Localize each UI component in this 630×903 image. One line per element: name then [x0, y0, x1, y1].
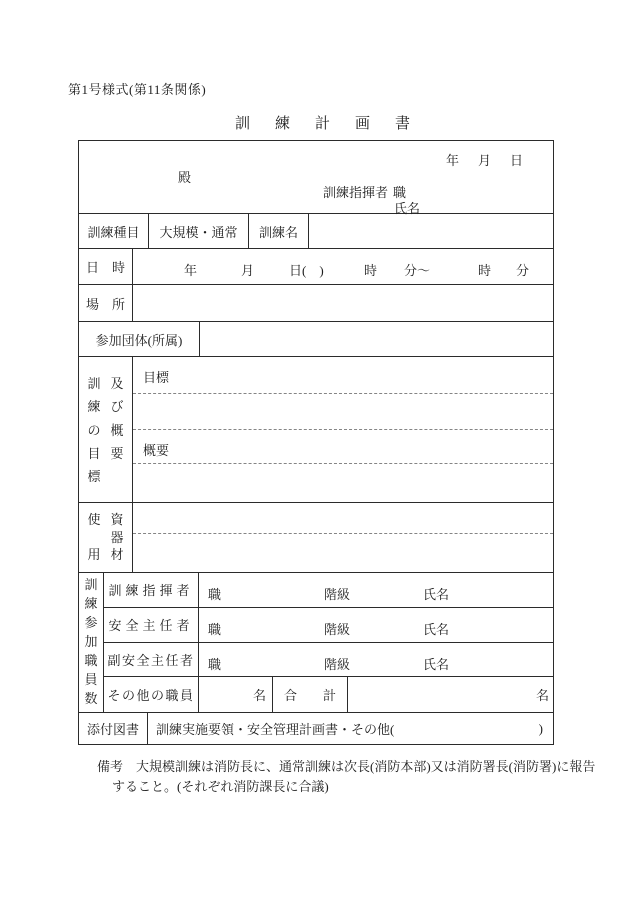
- total-count-cell: [348, 677, 553, 712]
- overview-label: 概要: [143, 443, 170, 458]
- remarks-line-1: 備考 大規模訓練は消防長に、通常訓練は次長(消防本部)又は消防署長(消防署)に報告: [97, 759, 596, 774]
- objective-label-vertical-right: 及 び 概 要: [110, 376, 124, 461]
- datetime-template: [133, 249, 553, 284]
- objective-content-cell: [133, 357, 553, 502]
- datetime-part-hour-end: 時: [478, 263, 492, 278]
- training-type-label: 訓練種目: [79, 214, 149, 248]
- equipment-content-cell: [133, 503, 553, 572]
- staff-rank-label: 階級: [324, 587, 351, 602]
- others-count-cell: [199, 677, 273, 712]
- training-type-options: 大規模・通常: [149, 214, 249, 248]
- datetime-part-minute-end: 分: [516, 263, 530, 278]
- objective-label-vertical-left: 訓 練 の 目 標: [87, 376, 101, 484]
- equipment-label-vertical-right: 資 器 材: [110, 512, 124, 562]
- count-unit-label: 名: [252, 688, 266, 704]
- training-type-row: [79, 214, 553, 249]
- rule-line: [133, 429, 553, 430]
- datetime-part-minute-start: 分～: [404, 263, 431, 278]
- staff-position-label: 職: [208, 621, 222, 637]
- position-label: 職: [393, 185, 407, 200]
- staff-row-others: [104, 677, 553, 712]
- attachments-content: [148, 713, 553, 744]
- staff-name-label: 氏名: [423, 621, 450, 637]
- plan-table: [78, 140, 554, 745]
- staff-position-label: 職: [208, 656, 222, 672]
- staff-section: [79, 573, 553, 713]
- staff-fields: [199, 573, 553, 607]
- staff-rank-label: 階級: [324, 656, 351, 672]
- addressee-dono: 殿: [178, 170, 192, 185]
- staff-role-label: 訓練指揮者: [104, 573, 199, 607]
- datetime-label: 日 時: [79, 249, 133, 284]
- participants-value: [200, 322, 553, 356]
- goal-label: 目標: [143, 370, 170, 385]
- remarks-line-2: すること。(それぞれ消防課長に合議): [112, 779, 329, 794]
- remarks-note: [97, 757, 595, 797]
- attachments-value: 訓練実施要領・安全管理計画書・その他(: [156, 722, 395, 737]
- date-line: 年 月 日: [445, 153, 526, 168]
- participants-label: 参加団体(所属): [79, 322, 200, 356]
- others-role-label: その他の職員: [104, 677, 199, 712]
- place-label: 場 所: [79, 285, 133, 321]
- staff-name-label: 氏名: [423, 587, 450, 602]
- attachments-row: [79, 713, 553, 744]
- datetime-row: [79, 249, 553, 285]
- form-number: 第1号様式(第11条関係): [68, 82, 207, 97]
- participants-row: [79, 322, 553, 357]
- staff-fields: [199, 643, 553, 677]
- datetime-part-hour-start: 時: [364, 263, 378, 278]
- attachments-label: 添付図書: [79, 713, 148, 744]
- place-value: [133, 285, 553, 321]
- name-label: 氏名: [394, 201, 421, 216]
- staff-row-deputy-safety-chief: [104, 643, 553, 678]
- staff-row-safety-chief: [104, 608, 553, 643]
- staff-fields: [199, 608, 553, 642]
- staff-name-label: 氏名: [423, 656, 450, 672]
- total-unit-label: 名: [535, 688, 549, 704]
- rule-line: [133, 463, 553, 464]
- datetime-part-day: 日( ): [289, 263, 324, 278]
- header-row: [79, 141, 553, 214]
- training-name-label: 訓練名: [249, 214, 309, 248]
- equipment-label-cell: [79, 503, 133, 572]
- objective-label-cell: [79, 357, 133, 502]
- staff-role-label: 安全主任者: [104, 608, 199, 642]
- rule-line: [133, 393, 553, 394]
- training-name-value: [309, 214, 553, 248]
- equipment-label-vertical-left: 使 用: [87, 512, 101, 562]
- rule-line: [133, 533, 553, 534]
- staff-count-label-cell: [79, 573, 104, 712]
- staff-rank-label: 階級: [324, 621, 351, 637]
- datetime-part-year: 年: [184, 263, 198, 278]
- page-title: 訓練計画書: [235, 116, 436, 132]
- equipment-row: [79, 503, 553, 573]
- total-label: 合 計: [273, 677, 348, 712]
- place-row: [79, 285, 553, 322]
- staff-row-commander: [104, 573, 553, 608]
- staff-position-label: 職: [208, 587, 222, 602]
- datetime-part-month: 月: [241, 263, 255, 278]
- staff-count-label-vertical: 訓 練 参 加 職 員 数: [84, 577, 98, 706]
- commander-label: 訓練指揮者: [323, 185, 389, 200]
- closing-paren: ): [538, 720, 543, 736]
- objective-row: [79, 357, 553, 503]
- staff-role-label: 副安全主任者: [104, 643, 199, 677]
